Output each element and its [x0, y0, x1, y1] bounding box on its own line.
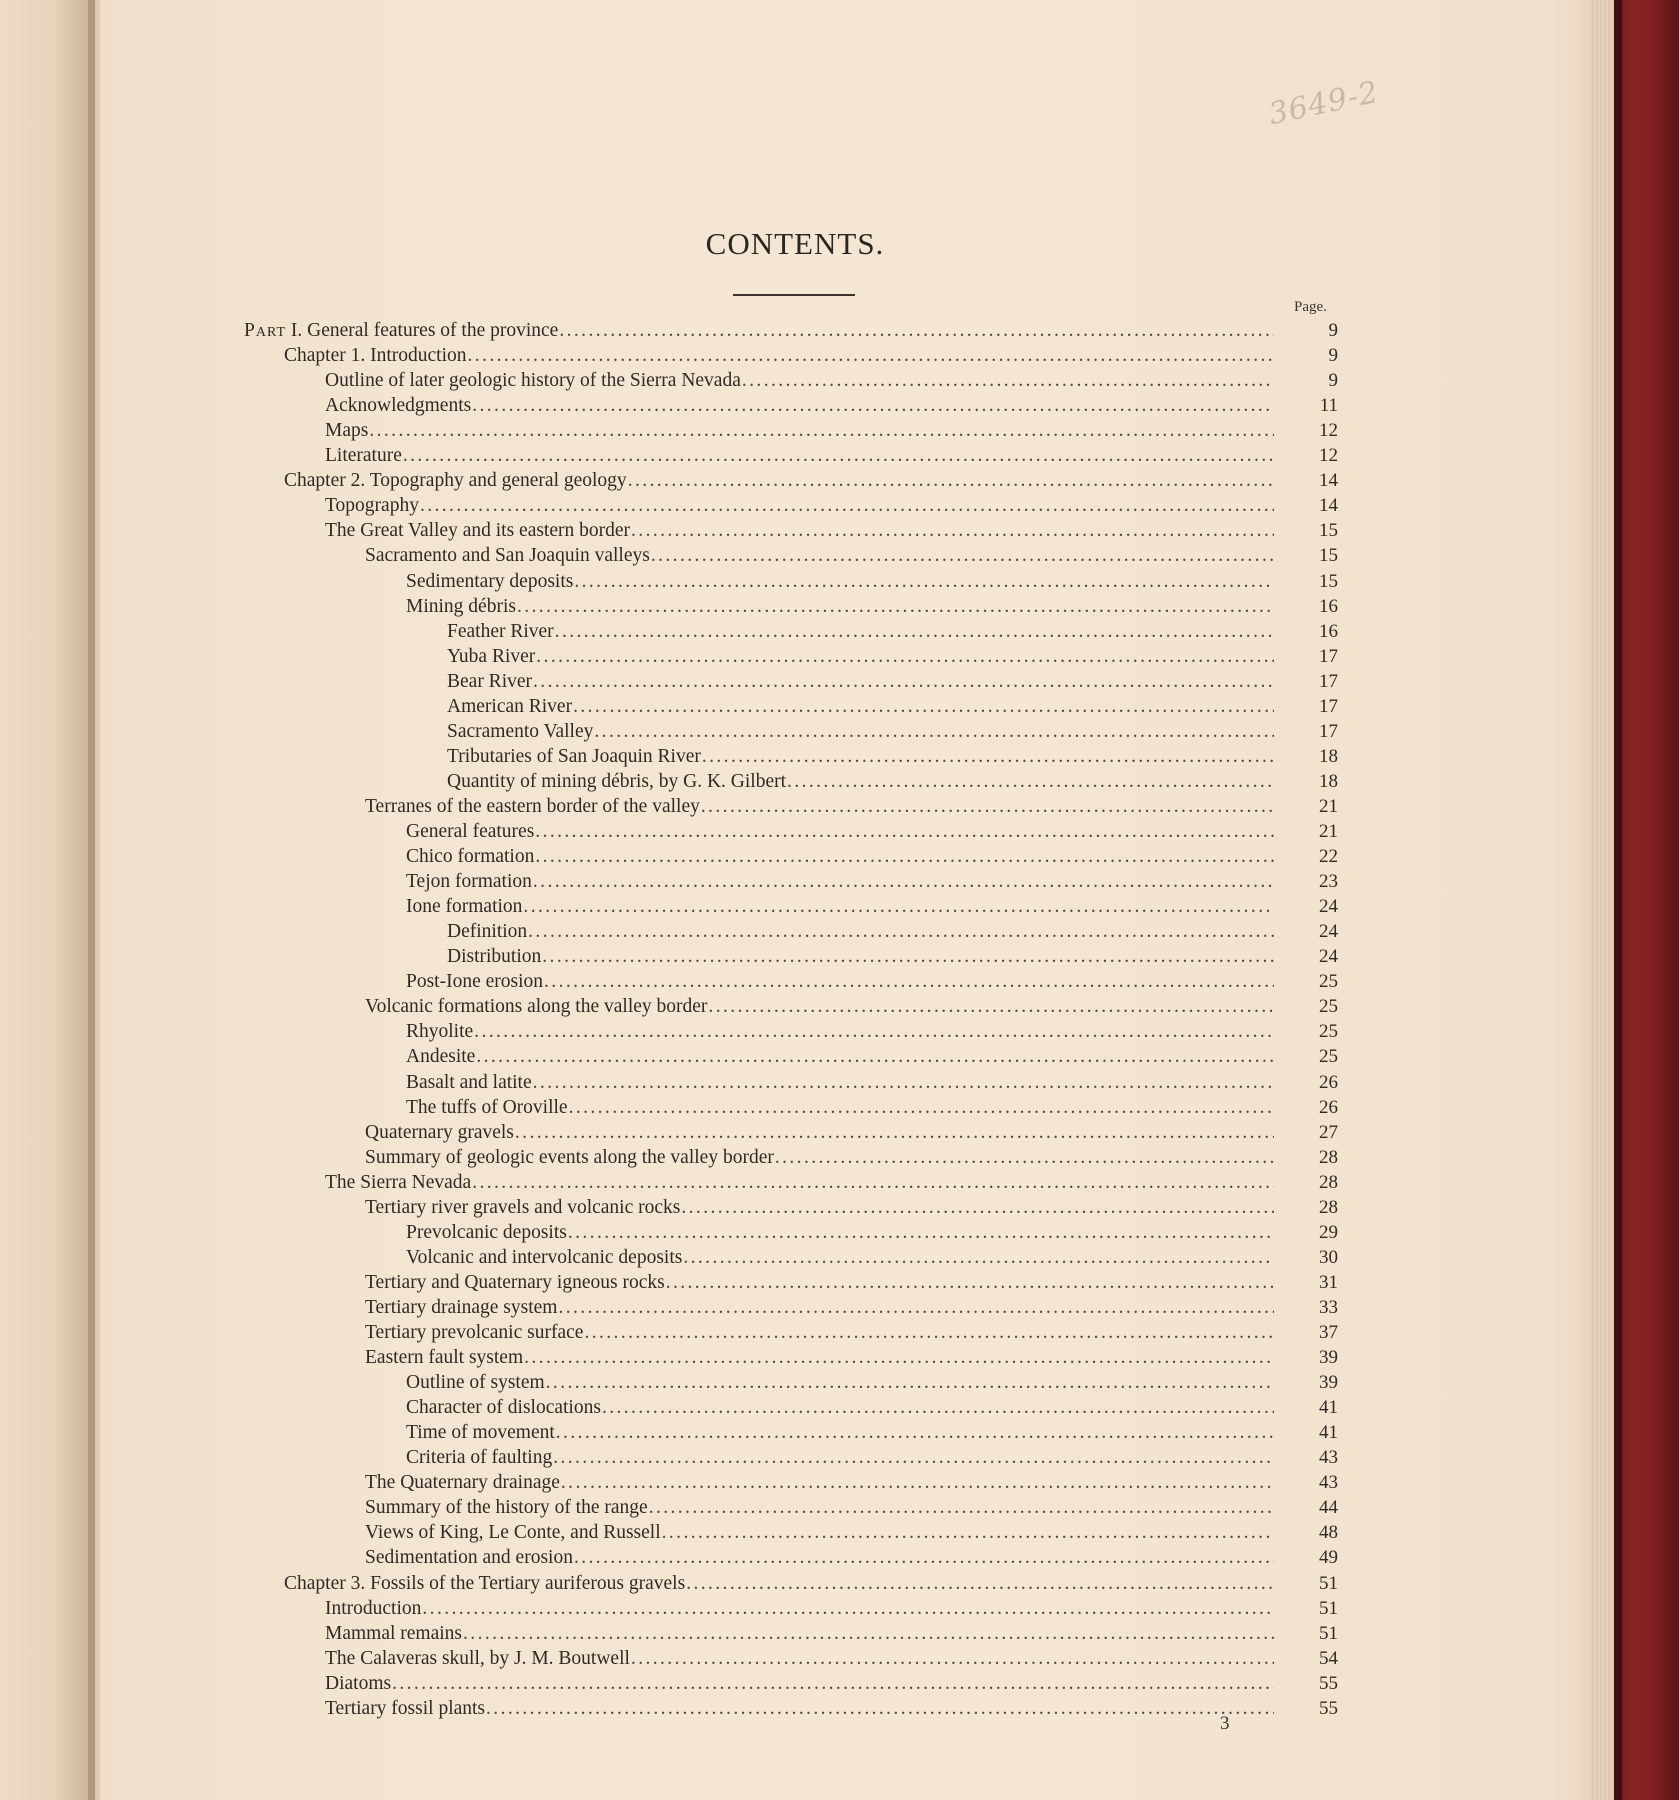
toc-entry-title	[365, 796, 700, 818]
toc-entry-title	[406, 846, 534, 868]
toc-entry-page-number: 14	[1319, 495, 1338, 517]
toc-entry-title	[447, 621, 554, 643]
toc-entry-title-text: Feather River	[447, 620, 554, 642]
toc-entry-page-number: 55	[1319, 1697, 1338, 1719]
toc-entry-page-number: 12	[1319, 420, 1338, 442]
toc-entry-title	[325, 495, 419, 517]
toc-entry-page-number: 30	[1319, 1246, 1338, 1268]
toc-entry	[406, 1372, 1278, 1397]
toc-entry	[325, 445, 1278, 470]
toc-entry-title	[365, 996, 707, 1018]
toc-entry-title	[284, 345, 467, 367]
toc-entry-page-number: 51	[1319, 1572, 1338, 1594]
toc-entry-title-text: Sacramento Valley	[447, 720, 594, 742]
toc-entry	[406, 1422, 1278, 1447]
toc-entry	[406, 571, 1278, 596]
toc-entry	[447, 921, 1278, 946]
toc-entry-page-number: 48	[1319, 1522, 1338, 1544]
toc-entry-title-text: Chapter 3. Fossils of the Tertiary auriferous gravels	[284, 1572, 686, 1594]
toc-entry-title	[325, 520, 630, 542]
toc-entry-title-text: Quantity of mining débris, by G. K. Gilbert	[447, 770, 787, 792]
toc-entry-title-text: The tuffs of Oroville	[406, 1096, 568, 1118]
toc-entry-page-number: 29	[1319, 1221, 1338, 1243]
page-stack-edge	[1590, 0, 1614, 1800]
toc-entry	[447, 946, 1278, 971]
toc-leader-dots	[535, 846, 1274, 868]
toc-leader-dots	[742, 370, 1274, 392]
toc-entry-title-text: Summary of the history of the range	[365, 1497, 648, 1519]
toc-entry-title-text: Sedimentation and erosion	[365, 1547, 573, 1569]
toc-entry-title	[284, 1573, 685, 1595]
toc-entry-page-number: 16	[1319, 595, 1338, 617]
toc-leader-dots	[561, 1472, 1274, 1494]
toc-entry-title	[325, 370, 741, 392]
toc-entry	[325, 420, 1278, 445]
toc-entry-page-number: 18	[1319, 770, 1338, 792]
toc-entry	[447, 671, 1278, 696]
toc-leader-dots	[392, 1673, 1274, 1695]
toc-entry	[447, 696, 1278, 721]
toc-entry	[406, 871, 1278, 896]
toc-entry-page-number: 54	[1319, 1647, 1338, 1669]
toc-entry-title	[406, 571, 573, 593]
toc-entry-page-number: 15	[1319, 520, 1338, 542]
toc-entry-page-number: 43	[1319, 1447, 1338, 1469]
toc-entry-title-text: Summary of geologic events along the valley border	[365, 1146, 774, 1168]
toc-entry	[365, 796, 1278, 821]
toc-leader-dots	[553, 1447, 1274, 1469]
toc-entry-title	[325, 445, 402, 467]
toc-entry-title-text: Distribution	[447, 946, 542, 968]
toc-leader-dots	[683, 1247, 1274, 1269]
toc-entry-page-number: 15	[1319, 545, 1338, 567]
toc-entry-page-number: 14	[1319, 470, 1338, 492]
toc-leader-dots	[472, 1172, 1274, 1194]
toc-entry-title	[406, 1072, 532, 1094]
toc-entry-page-number: 43	[1319, 1472, 1338, 1494]
toc-entry-title-text: Outline of system	[406, 1372, 545, 1394]
toc-entry-title	[365, 1197, 680, 1219]
toc-leader-dots	[787, 771, 1274, 793]
toc-entry-title	[406, 1447, 552, 1469]
toc-entry-page-number: 15	[1319, 570, 1338, 592]
toc-entry	[365, 1497, 1278, 1522]
toc-leader-dots	[546, 1372, 1274, 1394]
toc-entry-page-number: 28	[1319, 1146, 1338, 1168]
toc-entry	[406, 1397, 1278, 1422]
toc-entry-title-text: Acknowledgments	[325, 395, 472, 417]
toc-entry-title-text: Prevolcanic deposits	[406, 1221, 567, 1243]
toc-leader-dots	[422, 1598, 1274, 1620]
toc-entry	[447, 771, 1278, 796]
toc-leader-dots	[542, 946, 1274, 968]
toc-entry-page-number: 25	[1319, 1021, 1338, 1043]
toc-entry-title-text: Mining débris	[406, 595, 516, 617]
toc-entry-title	[406, 1397, 601, 1419]
toc-entry-title-text: Diatoms	[325, 1672, 392, 1694]
toc-entry-title-text: The Sierra Nevada	[325, 1171, 472, 1193]
toc-entry-title-text: Views of King, Le Conte, and Russell	[365, 1522, 661, 1544]
toc-entry-page-number: 12	[1319, 445, 1338, 467]
toc-entry-title	[325, 1648, 630, 1670]
toc-entry-title	[406, 1372, 545, 1394]
toc-entry-title-text: Sedimentary deposits	[406, 570, 574, 592]
toc-entry	[406, 971, 1278, 996]
toc-leader-dots	[584, 1322, 1274, 1344]
toc-entry-page-number: 22	[1319, 846, 1338, 868]
toc-entry	[365, 1147, 1278, 1172]
toc-leader-dots	[662, 1522, 1274, 1544]
toc-entry-title-text: Bear River	[447, 670, 533, 692]
toc-entry-page-number: 26	[1319, 1071, 1338, 1093]
toc-leader-dots	[533, 1072, 1274, 1094]
toc-leader-dots	[556, 1422, 1274, 1444]
toc-entry-title	[325, 1698, 485, 1720]
toc-entry-title	[406, 821, 534, 843]
toc-entry-title	[325, 1673, 391, 1695]
toc-entry-title-text: Literature	[325, 445, 402, 467]
toc-entry-title-text: Topography	[325, 495, 419, 517]
toc-entry	[284, 470, 1278, 495]
toc-leader-dots	[651, 545, 1274, 567]
toc-leader-dots	[523, 896, 1274, 918]
toc-entry	[406, 1021, 1278, 1046]
toc-entry-page-number: 24	[1319, 921, 1338, 943]
toc-entry-title	[325, 395, 471, 417]
toc-leader-dots	[602, 1397, 1274, 1419]
toc-entry	[244, 320, 1278, 345]
toc-entry	[365, 996, 1278, 1021]
toc-leader-dots	[517, 596, 1274, 618]
toc-entry-title-text: Andesite	[406, 1046, 476, 1068]
toc-leader-dots	[631, 520, 1274, 542]
toc-entry	[365, 545, 1278, 570]
toc-entry-page-number: 17	[1319, 720, 1338, 742]
toc-entry-title-text: Chapter 2. Topography and general geology	[284, 470, 627, 492]
toc-entry-title-text: Post-Ione erosion	[406, 971, 544, 993]
toc-entry	[406, 1247, 1278, 1272]
toc-entry-page-number: 24	[1319, 896, 1338, 918]
toc-entry-page-number: 41	[1319, 1397, 1338, 1419]
toc-leader-dots	[468, 345, 1275, 367]
toc-entry-page-number: 21	[1319, 795, 1338, 817]
toc-entry	[365, 1322, 1278, 1347]
toc-entry	[325, 1648, 1278, 1673]
toc-entry	[406, 596, 1278, 621]
toc-entry-title	[365, 1522, 661, 1544]
toc-entry-title-text: Volcanic formations along the valley border	[365, 996, 708, 1018]
toc-entry	[325, 1172, 1278, 1197]
toc-entry	[284, 1573, 1278, 1598]
toc-entry-title-text: Tributaries of San Joaquin River	[447, 745, 701, 767]
toc-entry-title	[406, 1222, 567, 1244]
toc-entry-title	[447, 646, 535, 668]
toc-entry-page-number: 39	[1319, 1347, 1338, 1369]
toc-entry-page-number: 17	[1319, 645, 1338, 667]
toc-entry-page-number: 33	[1319, 1296, 1338, 1318]
toc-entry-title-text: Basalt and latite	[406, 1071, 532, 1093]
handwritten-annotation: 3649-2	[1265, 74, 1382, 133]
toc-entry-title	[325, 1623, 462, 1645]
toc-leader-dots	[535, 821, 1274, 843]
toc-entry-title	[365, 1472, 560, 1494]
toc-leader-dots	[649, 1497, 1274, 1519]
toc-entry	[406, 821, 1278, 846]
toc-entry	[325, 395, 1278, 420]
toc-entry-title	[406, 1046, 475, 1068]
toc-entry	[325, 370, 1278, 395]
toc-entry-title	[447, 696, 572, 718]
toc-entry-title	[406, 596, 516, 618]
toc-entry	[447, 646, 1278, 671]
toc-entry-title-text: Definition	[447, 921, 528, 943]
toc-entry-title	[325, 1172, 471, 1194]
toc-entry	[447, 621, 1278, 646]
toc-entry-title-text: Tertiary prevolcanic surface	[365, 1322, 584, 1343]
toc-leader-dots	[775, 1147, 1274, 1169]
toc-entry-page-number: 25	[1319, 1046, 1338, 1068]
toc-entry-title	[365, 1347, 523, 1369]
toc-entry-page-number: 9	[1328, 345, 1338, 367]
toc-entry-page-number: 11	[1319, 395, 1338, 417]
toc-leader-dots	[686, 1573, 1274, 1595]
toc-leader-dots	[701, 796, 1274, 818]
toc-entry-page-number: 26	[1319, 1096, 1338, 1118]
toc-entry-page-number: 16	[1319, 620, 1338, 642]
toc-entry-title-text: Yuba River	[447, 645, 536, 667]
toc-entry	[365, 1547, 1278, 1572]
toc-entry-title	[365, 1547, 573, 1569]
toc-entry-title	[406, 871, 532, 893]
toc-leader-dots	[403, 445, 1274, 467]
toc-entry	[325, 520, 1278, 545]
toc-entry-title-text: Sacramento and San Joaquin valleys	[365, 545, 650, 567]
toc-entry-page-number: 23	[1319, 871, 1338, 893]
toc-leader-dots	[544, 971, 1274, 993]
toc-entry-title-text: Ione formation	[406, 896, 523, 918]
toc-leader-dots	[533, 871, 1274, 893]
toc-entry-title	[284, 470, 627, 492]
toc-leader-dots	[708, 996, 1274, 1018]
toc-entry-title	[406, 1247, 682, 1269]
toc-entry-title	[406, 1097, 568, 1119]
page-title	[0, 226, 1590, 262]
toc-entry-title-text: Tertiary and Quaternary igneous rocks	[365, 1271, 665, 1293]
toc-leader-dots	[476, 1046, 1274, 1068]
toc-entry	[406, 1222, 1278, 1247]
toc-leader-dots	[474, 1021, 1274, 1043]
toc-entry-title-text: Maps	[325, 420, 369, 442]
toc-entry-page-number: 21	[1319, 821, 1338, 842]
toc-leader-dots	[569, 1097, 1274, 1119]
toc-leader-dots	[702, 746, 1274, 768]
toc-entry	[406, 846, 1278, 871]
toc-entry-title-text: Tertiary fossil plants	[325, 1697, 486, 1719]
page-column-label: Page.	[1294, 299, 1327, 315]
toc-entry	[325, 1673, 1278, 1698]
toc-entry	[406, 1447, 1278, 1472]
toc-entry-title-text: Eastern fault system	[365, 1347, 524, 1369]
toc-entry	[447, 721, 1278, 746]
toc-entry	[365, 1472, 1278, 1497]
toc-entry-title	[244, 320, 558, 342]
toc-entry-title-text: Character of dislocations	[406, 1397, 601, 1419]
toc-entry-page-number: 55	[1319, 1672, 1338, 1694]
toc-entry-part-prefix: Part	[244, 320, 287, 341]
toc-entry-page-number: 37	[1319, 1322, 1338, 1343]
toc-entry-page-number: 28	[1319, 1196, 1338, 1218]
toc-entry-page-number: 9	[1328, 370, 1338, 392]
toc-entry-title-text: Mammal remains	[325, 1622, 463, 1644]
toc-leader-dots	[486, 1698, 1274, 1720]
toc-entry-title-text: Criteria of faulting	[406, 1447, 553, 1469]
toc-entry-page-number: 25	[1319, 971, 1338, 993]
cover-inner-edge	[1614, 0, 1622, 1800]
toc-entry-title	[447, 771, 786, 793]
toc-entry-title	[447, 946, 541, 968]
toc-leader-dots	[515, 1122, 1274, 1144]
toc-entry-page-number: 49	[1319, 1547, 1338, 1569]
toc-leader-dots	[628, 470, 1274, 492]
toc-entry-title	[365, 1147, 774, 1169]
toc-entry-title	[325, 420, 368, 442]
toc-leader-dots	[574, 1547, 1274, 1569]
toc-entry	[284, 345, 1278, 370]
toc-entry-title-text: Terranes of the eastern border of the valley	[365, 795, 700, 817]
toc-entry	[365, 1197, 1278, 1222]
toc-entry	[406, 1046, 1278, 1071]
toc-leader-dots	[573, 696, 1274, 718]
toc-entry-title	[447, 671, 532, 693]
toc-entry-title-text: Tertiary drainage system	[365, 1296, 558, 1318]
toc-entry	[447, 746, 1278, 771]
toc-entry	[406, 896, 1278, 921]
toc-entry-title	[406, 1422, 555, 1444]
toc-entry-title-text: Introduction	[325, 1597, 422, 1619]
toc-entry	[325, 495, 1278, 520]
toc-leader-dots	[631, 1648, 1274, 1670]
toc-leader-dots	[666, 1272, 1274, 1294]
toc-leader-dots	[555, 621, 1274, 643]
toc-entry-title	[365, 1322, 583, 1344]
toc-leader-dots	[420, 495, 1274, 517]
toc-entry-title	[406, 1021, 473, 1043]
toc-entry-page-number: 18	[1319, 745, 1338, 767]
toc-entry-page-number: 25	[1319, 996, 1338, 1018]
toc-entry-title	[365, 1297, 557, 1319]
toc-entry-title-text: Rhyolite	[406, 1021, 474, 1043]
toc-entry-title-text: Quaternary gravels	[365, 1121, 514, 1143]
toc-entry-page-number: 17	[1319, 695, 1338, 717]
toc-leader-dots	[524, 1347, 1274, 1369]
toc-entry	[406, 1097, 1278, 1122]
toc-entry-page-number: 51	[1319, 1622, 1338, 1644]
toc-entry-page-number: 9	[1328, 320, 1338, 341]
toc-entry-page-number: 17	[1319, 670, 1338, 692]
toc-entry-title	[325, 1598, 421, 1620]
toc-entry	[325, 1598, 1278, 1623]
toc-leader-dots	[568, 1222, 1274, 1244]
toc-entry-title	[406, 896, 522, 918]
toc-entry-page-number: 31	[1319, 1271, 1338, 1293]
toc-entry-page-number: 41	[1319, 1422, 1338, 1444]
toc-entry-title-text: Chico formation	[406, 846, 535, 868]
toc-entry-title	[365, 1272, 665, 1294]
toc-entry-page-number: 28	[1319, 1171, 1338, 1193]
toc-leader-dots	[472, 395, 1274, 417]
toc-entry-title-text: Chapter 1. Introduction	[284, 345, 467, 367]
toc-entry-title	[447, 746, 701, 768]
gutter-shadow	[88, 0, 102, 1800]
toc-entry	[325, 1698, 1278, 1723]
toc-entry-title-text: The Calaveras skull, by J. M. Boutwell	[325, 1647, 630, 1669]
toc-leader-dots	[574, 571, 1274, 593]
toc-leader-dots	[528, 921, 1274, 943]
toc-entry-title	[365, 1122, 514, 1144]
toc-entry-title	[365, 545, 650, 567]
toc-entry-title-text: Volcanic and intervolcanic deposits	[406, 1246, 683, 1268]
toc-entry-page-number: 24	[1319, 946, 1338, 968]
toc-entry-page-number: 39	[1319, 1372, 1338, 1394]
toc-leader-dots	[369, 420, 1274, 442]
title-rule	[733, 294, 855, 296]
toc-entry-title-text: The Great Valley and its eastern border	[325, 520, 631, 542]
toc-leader-dots	[533, 671, 1274, 693]
toc-entry	[365, 1122, 1278, 1147]
toc-entry-title	[406, 971, 543, 993]
toc-leader-dots	[559, 320, 1274, 342]
toc-entry-title-text: Tertiary river gravels and volcanic rocks	[365, 1196, 681, 1218]
toc-entry-title-text: American River	[447, 695, 573, 717]
toc-entry	[406, 1072, 1278, 1097]
toc-entry-page-number: 44	[1319, 1497, 1338, 1519]
toc-entry-title-text: The Quaternary drainage	[365, 1472, 560, 1494]
book-cover	[1614, 0, 1679, 1800]
toc-entry-title-text: General features	[406, 821, 535, 842]
page-title-text: CONTENTS.	[705, 226, 885, 261]
toc-entry-title-text: Tejon formation	[406, 871, 532, 893]
toc-entry-title	[365, 1497, 648, 1519]
toc-entry	[365, 1272, 1278, 1297]
toc-entry-title-text: Outline of later geologic history of the Sierra Nevada	[325, 370, 741, 392]
toc-leader-dots	[594, 721, 1274, 743]
toc-leader-dots	[463, 1623, 1274, 1645]
toc-entry	[365, 1347, 1278, 1372]
toc-leader-dots	[536, 646, 1274, 668]
left-page-edge	[0, 0, 95, 1800]
toc-entry-title-text: Time of movement	[406, 1422, 555, 1444]
toc-leader-dots	[681, 1197, 1274, 1219]
toc-entry	[365, 1297, 1278, 1322]
toc-entry-page-number: 51	[1319, 1597, 1338, 1619]
toc-entry-page-number: 27	[1319, 1121, 1338, 1143]
toc-leader-dots	[558, 1297, 1274, 1319]
toc-entry-title	[447, 921, 527, 943]
page-number: 3	[1220, 1713, 1230, 1734]
toc-entry-title	[447, 721, 593, 743]
toc-entry	[325, 1623, 1278, 1648]
toc-entry-title-text: I. General features of the province	[286, 320, 559, 341]
toc-entry	[365, 1522, 1278, 1547]
